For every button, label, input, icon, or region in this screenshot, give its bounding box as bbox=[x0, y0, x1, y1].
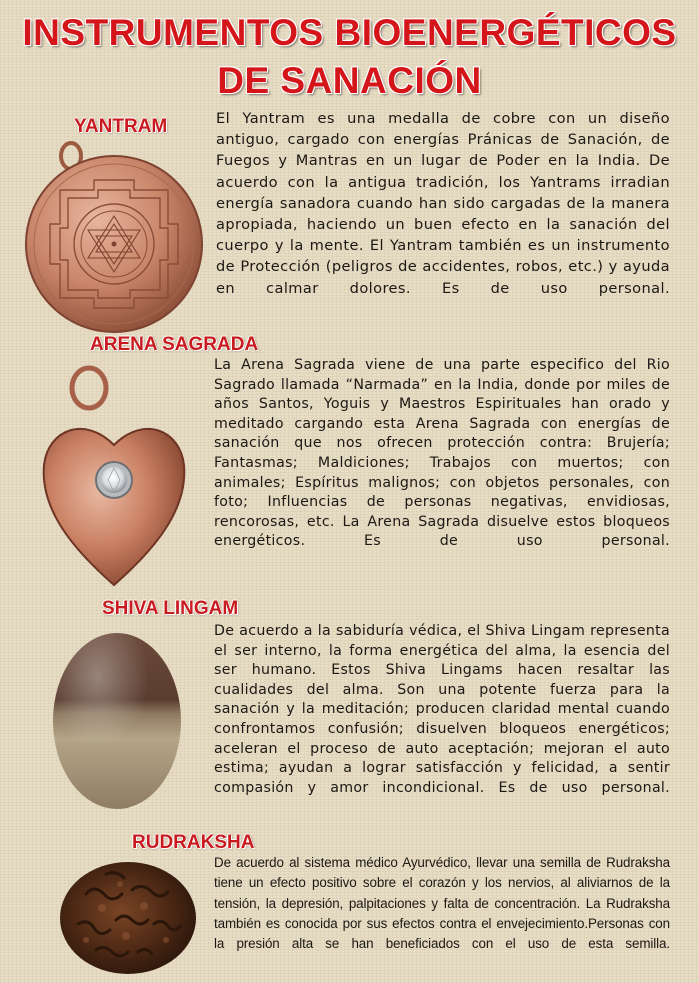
heading-shiva-lingam: SHIVA LINGAM bbox=[102, 598, 239, 619]
heading-arena-sagrada: ARENA SAGRADA bbox=[90, 334, 259, 355]
yantram-medallion-image bbox=[14, 134, 214, 334]
shiva-lingam-image bbox=[48, 628, 186, 814]
page-title-line-2: DE SANACIÓN bbox=[217, 60, 482, 101]
paragraph-shiva-lingam: De acuerdo a la sabiduría védica, el Shiva Lingam representa el ser interno, la forma energética del alma, la esencia del ser humano. Estos Shiva Lingams hacen resaltar las cualidades del alma. Son una potente fuerza para la sanación y la meditación; producen claridad mental cuando confrontamos confusión; disuelven bloqueos energéticos; aceleran el proceso de auto aceptación; mejoran el auto estima; ayudan a lograr satisfacción y felicidad, a sentir compasión y amor incondicional. Es de uso personal. bbox=[214, 623, 670, 796]
paragraph-yantram: El Yantram es una medalla de cobre con un diseño antiguo, cargado con energías Pránicas de Sanación, de Fuegos y Mantras en un lugar de Poder en la India. De acuerdo con la antigua tradición, los Yantrams irradian energía sanadora cuando han sido cargadas de la manera apropiada, haciendo un buen efecto en la sanación del cuerpo y la mente. El Yantram también es un instrumento de Protección (peligros de accidentes, robos, etc.) y ayuda en calmar dolores. Es de uso personal. bbox=[216, 110, 670, 297]
heading-rudraksha: RUDRAKSHA bbox=[132, 832, 255, 853]
page-title-line-1: INSTRUMENTOS BIOENERGÉTICOS bbox=[22, 12, 677, 53]
paragraph-arena-sagrada: La Arena Sagrada viene de una parte especifico del Rio Sagrado llamada “Narmada” en la India, donde por miles de años Santos, Yoguis y Maestros Espirituales han orado y meditado cargando esta Arena Sagrada con energías de sanación que nos ofrecen protección contra: Brujería; Fantasmas; Maldiciones; Trabajos con muertos; con animales; Espíritus malignos; con objetos personales, con foto; Influencias de personas negativas, envidiosas, rencorosas, etc. La Arena Sagrada disuelve estos bloqueos energéticos. Es de uso personal. bbox=[214, 357, 670, 550]
rudraksha-seed-image bbox=[56, 854, 200, 976]
arena-sagrada-heart-image bbox=[34, 360, 194, 602]
heading-yantram: YANTRAM bbox=[74, 116, 168, 137]
paragraph-rudraksha: De acuerdo al sistema médico Ayurvédico, llevar una semilla de Rudraksha tiene un efecto positivo sobre el corazón y los nervios, al aliviarnos de la tensión, la depresión, palpitaciones y falta de concentración. La Rudraksha también es conocida por sus efectos contra el envejecimiento.Personas con la presión alta se han beneficiados con el uso de esta semilla. bbox=[214, 855, 670, 952]
